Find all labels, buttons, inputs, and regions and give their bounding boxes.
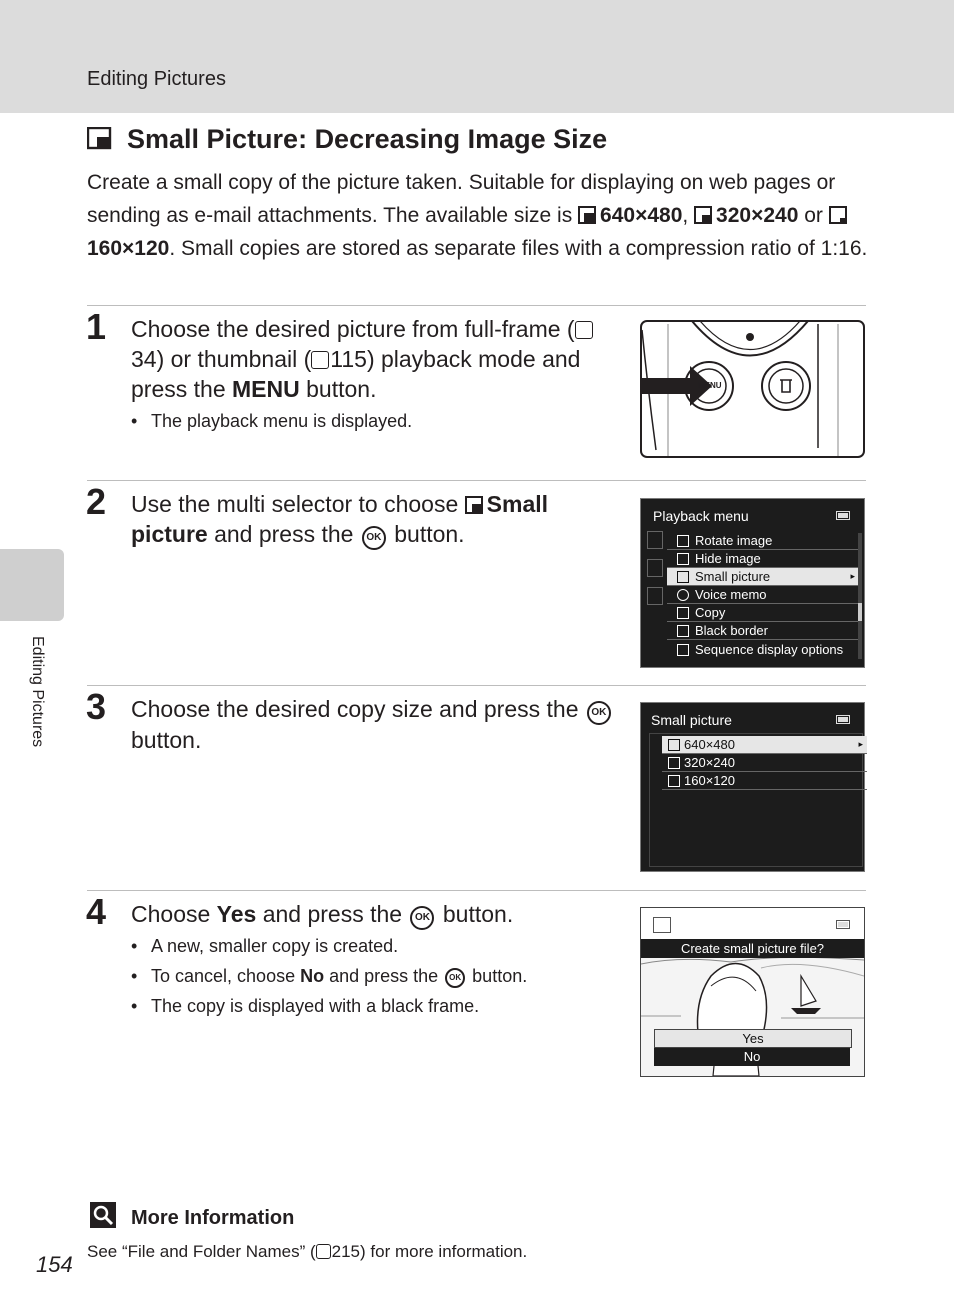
ok-button-glyph: OK [587, 701, 611, 725]
menu-item-hide-image[interactable]: Hide image [667, 550, 859, 568]
small-picture-icon [653, 917, 671, 933]
divider [87, 480, 866, 481]
menu-item-black-border[interactable]: Black border [667, 622, 859, 640]
step-2-text: Use the multi selector to choose Small picture and press the OK button. [131, 489, 611, 550]
divider [87, 890, 866, 891]
page-title: Small Picture: Decreasing Image Size [87, 124, 607, 155]
chevron-right-icon: ▸ [850, 571, 855, 581]
size-option-320[interactable]: 320×240 [662, 754, 867, 772]
sequence-icon [677, 644, 689, 656]
menu-item-voice-memo[interactable]: Voice memo [667, 586, 859, 604]
step-3-text: Choose the desired copy size and press the OK button. [131, 694, 621, 755]
list-item: • The playback menu is displayed. [131, 406, 412, 436]
screen-title: Playback menu [653, 508, 749, 524]
side-tab [0, 549, 64, 621]
list-item: • A new, smaller copy is created. [131, 931, 527, 961]
menu-item-rotate-image[interactable]: Rotate image [667, 532, 859, 550]
menu-sidebar [647, 531, 663, 615]
reference-icon [575, 321, 593, 339]
list-item: • The copy is displayed with a black frame. [131, 991, 527, 1021]
more-info-icon [88, 1200, 118, 1230]
menu-button-glyph: MENU [232, 376, 300, 402]
divider [87, 685, 866, 686]
reference-icon [311, 351, 329, 369]
setup-tab-icon [647, 587, 663, 605]
size-160-icon [829, 205, 847, 225]
play-tab-icon [647, 559, 663, 577]
ok-button-glyph: OK [410, 906, 434, 930]
confirm-prompt: Create small picture file? [641, 939, 864, 958]
no-option[interactable]: No [654, 1048, 850, 1066]
step-4-text: Choose Yes and press the OK button. [131, 899, 611, 930]
chevron-right-icon: ▸ [858, 739, 863, 749]
intro-paragraph: Create a small copy of the picture taken. Suitable for displaying on web pages or sending as e-mail attachments. The available size is 640×480, 320×240 or 160×120. Small copies are stored as separate files with a compression ratio of 1:16. [87, 171, 868, 260]
copy-icon [677, 607, 689, 619]
size-160-icon [668, 775, 680, 787]
playback-tab-icon [647, 531, 663, 549]
small-picture-icon [87, 127, 113, 151]
step-number: 3 [86, 686, 107, 727]
size-640-icon [668, 739, 680, 751]
battery-icon [836, 920, 850, 929]
size-320-icon [668, 757, 680, 769]
reference-icon [316, 1244, 331, 1259]
list-item: • To cancel, choose No and press the OK button. [131, 961, 527, 991]
menu-item-small-picture[interactable]: Small picture ▸ [667, 568, 859, 586]
page-header [0, 0, 954, 113]
ok-button-glyph: OK [362, 526, 386, 550]
confirm-screen [640, 907, 865, 1077]
size-list-panel [649, 733, 863, 867]
size-640-icon [578, 205, 596, 225]
size-option-640[interactable]: 640×480 ▸ [662, 736, 867, 754]
step-4-notes [131, 931, 527, 1021]
step-1-notes [131, 406, 412, 436]
ok-button-glyph: OK [445, 968, 465, 988]
page-number: 154 [36, 1252, 73, 1277]
side-tab-label: Editing Pictures [29, 636, 46, 748]
battery-icon [836, 715, 850, 724]
more-info-text: See “File and Folder Names” ( 215) for more information. [87, 1242, 528, 1261]
menu-item-sequence-display[interactable]: Sequence display options [667, 641, 859, 658]
camera-back-drawing [640, 320, 865, 458]
rotate-icon [677, 535, 689, 547]
step-number: 2 [86, 481, 107, 522]
scrollbar[interactable] [858, 533, 862, 659]
microphone-icon [677, 589, 689, 601]
step-1-text: Choose the desired picture from full-frame (34) or thumbnail ( 115) playback mode and press the MENU button. [131, 314, 621, 404]
size-320-icon [694, 205, 712, 225]
camera-illustration [640, 320, 865, 458]
menu-button-label: MENU [698, 381, 722, 390]
battery-icon [836, 511, 850, 520]
small-picture-icon [677, 571, 689, 583]
step-number: 1 [86, 306, 107, 347]
section-title: Editing Pictures [87, 68, 226, 90]
screen-title: Small picture [651, 712, 732, 728]
black-border-icon [677, 625, 689, 637]
playback-menu-screen [640, 498, 865, 668]
divider [87, 305, 866, 306]
yes-option[interactable]: Yes [654, 1029, 852, 1048]
step-number: 4 [86, 891, 107, 932]
more-info-title: More Information [131, 1207, 295, 1229]
menu-item-copy[interactable]: Copy [667, 604, 859, 622]
size-option-160[interactable]: 160×120 [662, 772, 867, 790]
hide-image-icon [677, 553, 689, 565]
small-picture-icon [465, 495, 483, 515]
small-picture-screen [640, 702, 865, 872]
